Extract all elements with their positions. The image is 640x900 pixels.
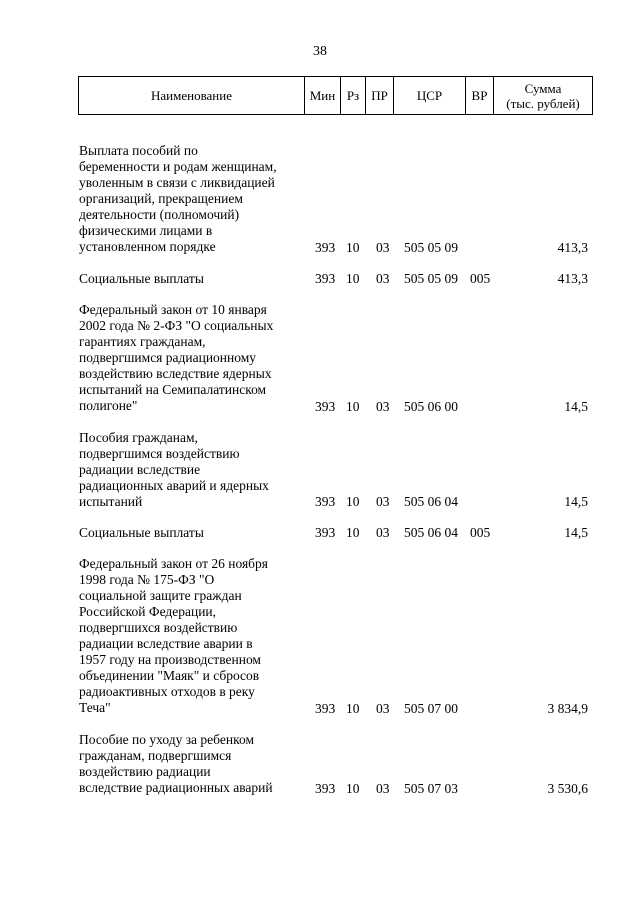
row-name-line: воздействию радиации — [79, 764, 211, 780]
row-name-line: Пособия гражданам, — [79, 429, 198, 445]
row-vr: 005 — [470, 270, 491, 286]
row-csr: 505 05 09 — [404, 270, 458, 286]
row-sum: 3 530,6 — [547, 780, 588, 796]
row-name-line: радиации вследствие аварии в — [79, 635, 253, 651]
row-sum: 14,5 — [564, 494, 588, 510]
row-pr: 03 — [376, 701, 390, 717]
row-sum: 14,5 — [564, 525, 588, 540]
row-name-line: социальной защите граждан — [79, 587, 242, 603]
row-min: 393 — [315, 240, 336, 256]
row-name-line: Федеральный закон от 26 ноября — [79, 555, 269, 571]
row-name-line: Российской Федерации, — [79, 603, 217, 619]
row-rz: 10 — [346, 240, 360, 256]
row-name-line: радиационных аварий и ядерных — [79, 477, 269, 493]
row-name-line: Выплата пособий по — [79, 143, 198, 158]
header-min: Мин — [305, 77, 341, 115]
table-row — [0, 302, 640, 415]
row-name-line: беременности и родам женщинам, — [79, 159, 277, 174]
table-row — [0, 556, 640, 718]
table-row — [0, 430, 640, 511]
row-name-line: 2002 года № 2-ФЗ "О социальных — [79, 317, 274, 333]
row-rz: 10 — [346, 494, 360, 510]
row-min: 393 — [315, 398, 336, 414]
row-name — [79, 525, 307, 541]
row-pr: 03 — [376, 240, 390, 256]
row-name-line: испытаний на Семипалатинском — [79, 381, 267, 397]
row-pr: 03 — [376, 270, 390, 286]
row-csr: 505 07 00 — [404, 701, 458, 717]
row-name — [79, 556, 307, 716]
header-pr: ПР — [366, 77, 394, 115]
table-row — [0, 525, 640, 541]
row-rz: 10 — [346, 398, 360, 414]
header-sum-line2: (тыс. рублей) — [506, 95, 580, 111]
row-name — [79, 271, 307, 287]
header-vr: ВР — [466, 77, 494, 115]
table-row — [0, 143, 640, 256]
row-csr: 505 05 09 — [404, 240, 458, 256]
header-sum — [494, 77, 593, 115]
row-sum: 14,5 — [564, 398, 588, 414]
row-name-line: подвергшимся радиационному — [79, 349, 257, 365]
row-min: 393 — [315, 494, 336, 510]
row-csr: 505 06 04 — [404, 525, 458, 540]
row-name-line: полигоне" — [79, 397, 138, 413]
row-name-line: физическими лицами в — [79, 223, 213, 238]
row-name-line: организаций, прекращением — [79, 191, 243, 206]
row-name-line: уволенным в связи с ликвидацией — [79, 175, 275, 190]
row-name-line: Федеральный закон от 10 января — [79, 301, 267, 317]
row-name-line: подвергшихся воздействию — [79, 619, 238, 635]
row-sum: 3 834,9 — [547, 701, 588, 717]
row-name-line: 1957 году на производственном — [79, 651, 261, 667]
row-sum: 413,3 — [557, 240, 588, 256]
row-rz: 10 — [346, 525, 360, 540]
row-name-line: установленном порядке — [79, 239, 216, 254]
row-name-line: объединении "Маяк" и сбросов — [79, 667, 260, 683]
row-name — [79, 143, 307, 255]
row-min: 393 — [315, 270, 336, 286]
header-name: Наименование — [79, 77, 305, 115]
row-name-line: подвергшимся воздействию — [79, 445, 240, 461]
table-row — [0, 732, 640, 797]
row-rz: 10 — [346, 270, 360, 286]
header-rz: Рз — [341, 77, 366, 115]
row-name-line: вследствие радиационных аварий — [79, 780, 273, 796]
row-name — [79, 430, 307, 510]
row-name-line: воздействию вследствие ядерных — [79, 365, 272, 381]
row-min: 393 — [315, 525, 336, 540]
row-name-line: Социальные выплаты — [79, 525, 204, 540]
table-header — [78, 76, 593, 115]
row-rz: 10 — [346, 780, 360, 796]
row-rz: 10 — [346, 701, 360, 717]
table-row — [0, 271, 640, 287]
row-min: 393 — [315, 701, 336, 717]
page-number: 38 — [313, 44, 327, 59]
row-name-line: Пособие по уходу за ребенком — [79, 732, 254, 748]
row-name — [79, 732, 307, 796]
row-name-line: испытаний — [79, 493, 143, 509]
header-sum-line1: Сумма — [524, 80, 562, 96]
row-pr: 03 — [376, 780, 390, 796]
row-csr: 505 07 03 — [404, 780, 458, 796]
row-vr: 005 — [470, 525, 491, 540]
row-name-line: радиации вследствие — [79, 461, 201, 477]
row-name-line: деятельности (полномочий) — [79, 207, 240, 222]
row-name-line: 1998 года № 175-ФЗ "О — [79, 571, 215, 587]
row-name-line: радиоактивных отходов в реку — [79, 683, 255, 699]
row-csr: 505 06 04 — [404, 494, 458, 510]
row-sum: 413,3 — [557, 270, 588, 286]
row-name-line: Социальные выплаты — [79, 270, 204, 286]
row-name-line: гарантиях гражданам, — [79, 333, 206, 349]
row-pr: 03 — [376, 525, 390, 540]
row-pr: 03 — [376, 494, 390, 510]
row-name-line: Теча" — [79, 699, 111, 715]
row-min: 393 — [315, 780, 336, 796]
header-csr: ЦСР — [394, 77, 466, 115]
row-name — [79, 302, 307, 414]
row-csr: 505 06 00 — [404, 398, 458, 414]
row-pr: 03 — [376, 398, 390, 414]
row-name-line: гражданам, подвергшимся — [79, 748, 232, 764]
